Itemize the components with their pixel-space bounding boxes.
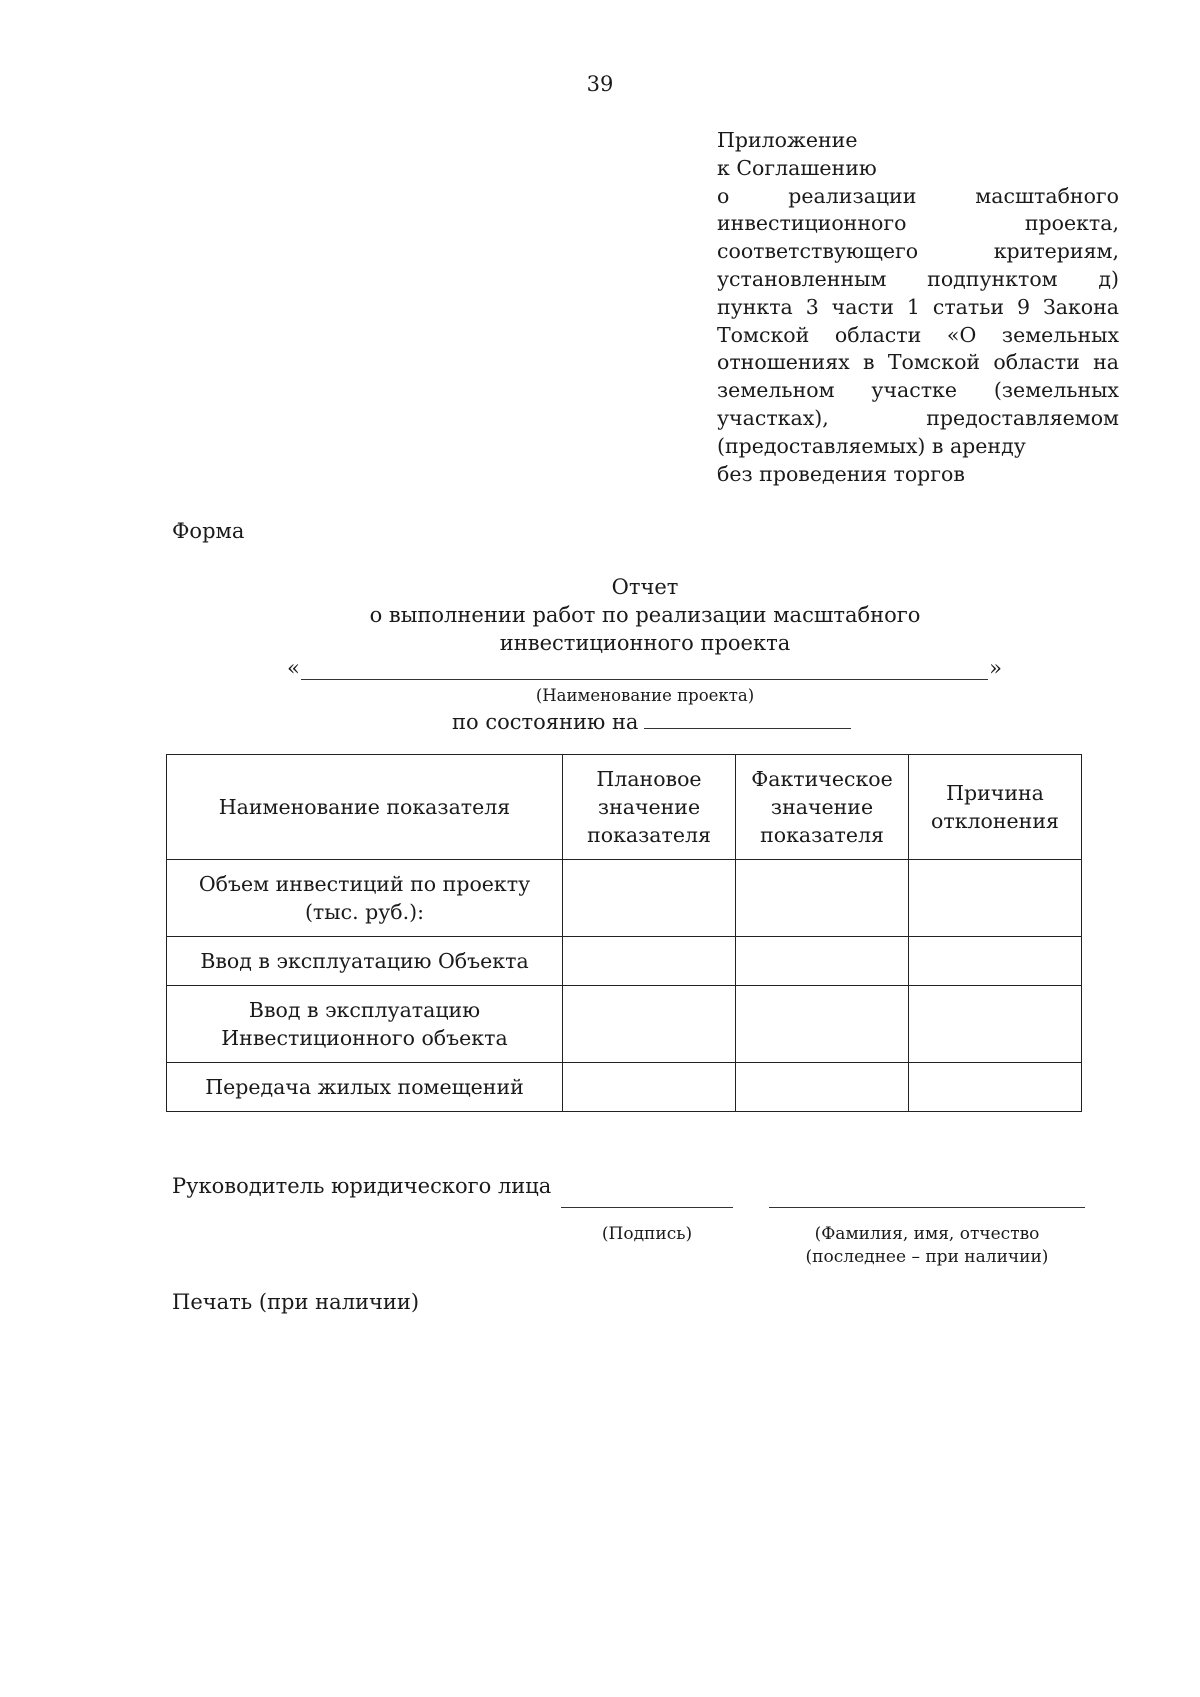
header-actual-value: Фактическое значение показателя xyxy=(736,755,909,860)
row-indicator-name: Ввод в эксплуатацию Инвестиционного объекта xyxy=(167,986,563,1063)
row-planned-cell[interactable] xyxy=(563,986,736,1063)
report-table xyxy=(166,754,1082,1112)
project-name-caption: (Наименование проекта) xyxy=(535,686,755,705)
page-number: 39 xyxy=(586,72,614,96)
table-row xyxy=(167,1063,1082,1112)
project-name-field[interactable] xyxy=(287,656,1002,686)
report-subtitle-line2: инвестиционного проекта xyxy=(499,631,791,655)
table-row xyxy=(167,860,1082,937)
row-indicator-name: Передача жилых помещений xyxy=(167,1063,563,1112)
full-name-caption-line2: (последнее – при наличии) xyxy=(805,1247,1049,1267)
table-header-row xyxy=(167,755,1082,860)
quote-close: » xyxy=(989,656,1002,680)
appendix-agreement-ref: к Соглашению xyxy=(717,155,877,180)
row-indicator-name: Объем инвестиций по проекту (тыс. руб.): xyxy=(167,860,563,937)
form-label: Форма xyxy=(172,519,245,543)
header-deviation-reason: Причина отклонения xyxy=(909,755,1082,860)
seal-label: Печать (при наличии) xyxy=(172,1290,420,1314)
full-name-caption xyxy=(769,1223,1085,1269)
row-planned-cell[interactable] xyxy=(563,860,736,937)
row-indicator-name: Ввод в эксплуатацию Объекта xyxy=(167,937,563,986)
table-row xyxy=(167,937,1082,986)
row-reason-cell[interactable] xyxy=(909,1063,1082,1112)
row-reason-cell[interactable] xyxy=(909,860,1082,937)
row-planned-cell[interactable] xyxy=(563,1063,736,1112)
header-planned-value: Плановое значение показателя xyxy=(563,755,736,860)
report-title-block xyxy=(0,573,1200,657)
appendix-block xyxy=(717,127,1119,488)
quote-open: « xyxy=(287,656,300,680)
appendix-title: Приложение xyxy=(717,128,858,152)
row-actual-cell[interactable] xyxy=(736,986,909,1063)
report-title: Отчет xyxy=(611,575,679,599)
appendix-last-line: без проведения торгов xyxy=(717,461,965,486)
signature-caption: (Подпись) xyxy=(601,1224,693,1244)
report-subtitle-line1: о выполнении работ по реализации масштабного xyxy=(369,603,921,627)
table-row xyxy=(167,986,1082,1063)
row-actual-cell[interactable] xyxy=(736,1063,909,1112)
appendix-body: о реализации масштабного инвестиционного проекта, соответствующего критериям, установленным подпунктом д) пункта 3 части 1 статьи 9 Закона Томской области «О земельных отношениях в Томской области на земельном участке (земельных участках), предоставляемом (предоставляемых) в аренду xyxy=(717,183,1119,458)
signature-field[interactable] xyxy=(561,1207,733,1208)
row-actual-cell[interactable] xyxy=(736,860,909,937)
project-name-underline xyxy=(301,679,988,680)
status-date-line xyxy=(452,710,851,734)
header-indicator-name: Наименование показателя xyxy=(167,755,563,860)
row-reason-cell[interactable] xyxy=(909,937,1082,986)
full-name-caption-line1: (Фамилия, имя, отчество xyxy=(814,1224,1040,1244)
row-reason-cell[interactable] xyxy=(909,986,1082,1063)
full-name-field[interactable] xyxy=(769,1207,1085,1208)
row-actual-cell[interactable] xyxy=(736,937,909,986)
status-date-label: по состоянию на xyxy=(452,710,639,734)
status-date-field[interactable] xyxy=(644,710,851,729)
row-planned-cell[interactable] xyxy=(563,937,736,986)
head-of-entity-label: Руководитель юридического лица xyxy=(172,1174,552,1198)
